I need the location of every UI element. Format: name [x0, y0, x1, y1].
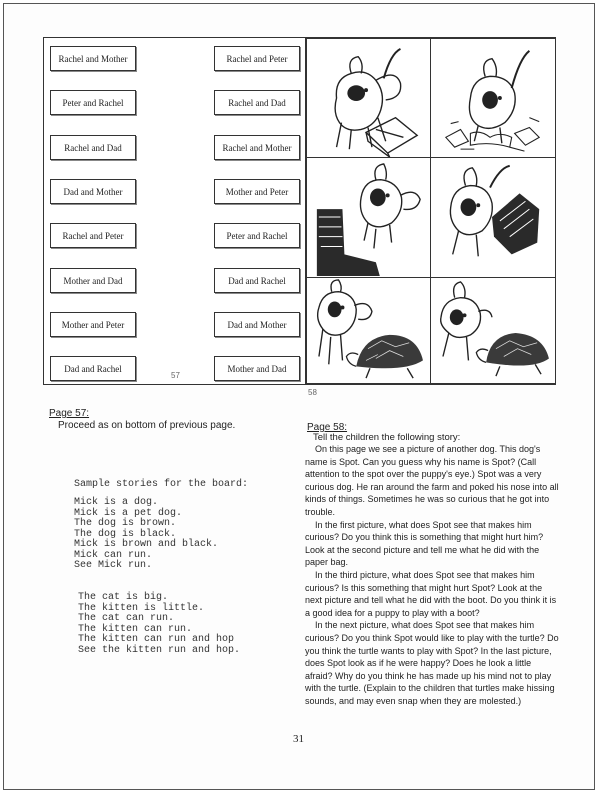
pair-label-left-4: Dad and Mother: [50, 179, 136, 204]
pair-label-right-8: Mother and Dad: [214, 356, 300, 381]
story2-line: The kitten can run.: [78, 623, 193, 635]
story2-line: See the kitten run and hop.: [78, 644, 241, 656]
pair-labels-panel: [44, 38, 306, 384]
pair-label-right-7: Dad and Mother: [214, 312, 300, 337]
pair-label-right-6: Dad and Rachel: [214, 268, 300, 293]
page58-story: [305, 443, 560, 707]
picture-puppy-near-turtle: [430, 277, 556, 384]
picture-puppy-and-turtle: [306, 277, 431, 384]
page-number-58: 58: [308, 388, 317, 397]
story1-line: Mick is brown and black.: [74, 539, 219, 550]
pair-label-left-5: Rachel and Peter: [50, 223, 136, 248]
page58-paragraph: In the first picture, what does Spot see that makes him curious? Do you think this is something that might hurt him? Look at the second picture and tell me what he did with the paper bag.: [305, 519, 544, 568]
story1-line: See Mick run.: [74, 560, 153, 571]
story2-line: The cat can run.: [78, 613, 175, 624]
story1-line: Mick can run.: [74, 549, 153, 561]
pair-label-right-1: Rachel and Peter: [214, 46, 300, 71]
sample-story-1: [74, 498, 218, 572]
page57-heading: Page 57:: [49, 408, 90, 419]
pair-label-right-4: Mother and Peter: [214, 179, 300, 204]
pair-label-left-8: Dad and Rachel: [50, 356, 136, 381]
picture-puppy-tearing-bag: [430, 38, 556, 158]
page58-paragraph: In the third picture, what does Spot see that makes him curious? Is this something that might hurt Spot? Look at the next picture and tell what he did with the boot. Do you think it is a good idea for a puppy to play with a boot?: [305, 569, 557, 618]
page-number-57: 57: [171, 371, 180, 380]
pair-label-left-1: Rachel and Mother: [50, 46, 136, 71]
story1-line: Mick is a dog.: [74, 497, 159, 508]
story2-line: The kitten is little.: [78, 602, 205, 614]
sample-story-2: [78, 593, 240, 656]
story2-line: The kitten can run and hop: [78, 634, 235, 645]
pair-label-left-7: Mother and Peter: [50, 312, 136, 337]
footer-page-number: 31: [293, 733, 304, 745]
workbook-scan: [43, 37, 556, 397]
story1-line: The dog is brown.: [74, 518, 177, 529]
sample-stories-title: Sample stories for the board:: [74, 479, 249, 490]
page58-paragraph: In the next picture, what does Spot see that makes him curious? Do you think Spot would like to play with the turtle? Do you think the turtle wants to play with Spot? In the last picture, does Spot look as if he were happy? Does he look a little afraid? Why do you think he has made up his mind not to play with the turtle. (Explain to the children that turtles make hissing sounds, and may even snap when they are molested.): [305, 620, 559, 706]
picture-puppy-with-boot: [430, 157, 556, 278]
pair-label-left-2: Peter and Rachel: [50, 90, 136, 115]
page58-intro: Tell the children the following story:: [313, 432, 461, 443]
picture-boot-and-puppy: [306, 157, 431, 278]
pair-label-right-5: Peter and Rachel: [214, 223, 300, 248]
story2-line: The cat is big.: [78, 592, 169, 603]
page58-heading: Page 58:: [307, 422, 348, 433]
pair-label-left-3: Rachel and Dad: [50, 135, 136, 160]
page58-paragraph: On this page we see a picture of another dog. This dog's name is Spot. Can you guess why his name is Spot? (Call attention to the spot over the puppy's eye.) Spot was a very curious dog. He ran around the farm and poked his nose into all kinds of things. Sometimes he was so curious that he got into trouble.: [305, 444, 559, 517]
pair-label-right-2: Rachel and Dad: [214, 90, 300, 115]
pair-label-right-3: Rachel and Mother: [214, 135, 300, 160]
page57-instruction: Proceed as on bottom of previous page.: [58, 420, 236, 431]
picture-grid: [306, 38, 556, 397]
story1-line: The dog is black.: [74, 528, 177, 540]
pair-label-left-6: Mother and Dad: [50, 268, 136, 293]
story1-line: Mick is a pet dog.: [74, 507, 183, 519]
picture-puppy-with-paper-bag: [306, 38, 431, 158]
